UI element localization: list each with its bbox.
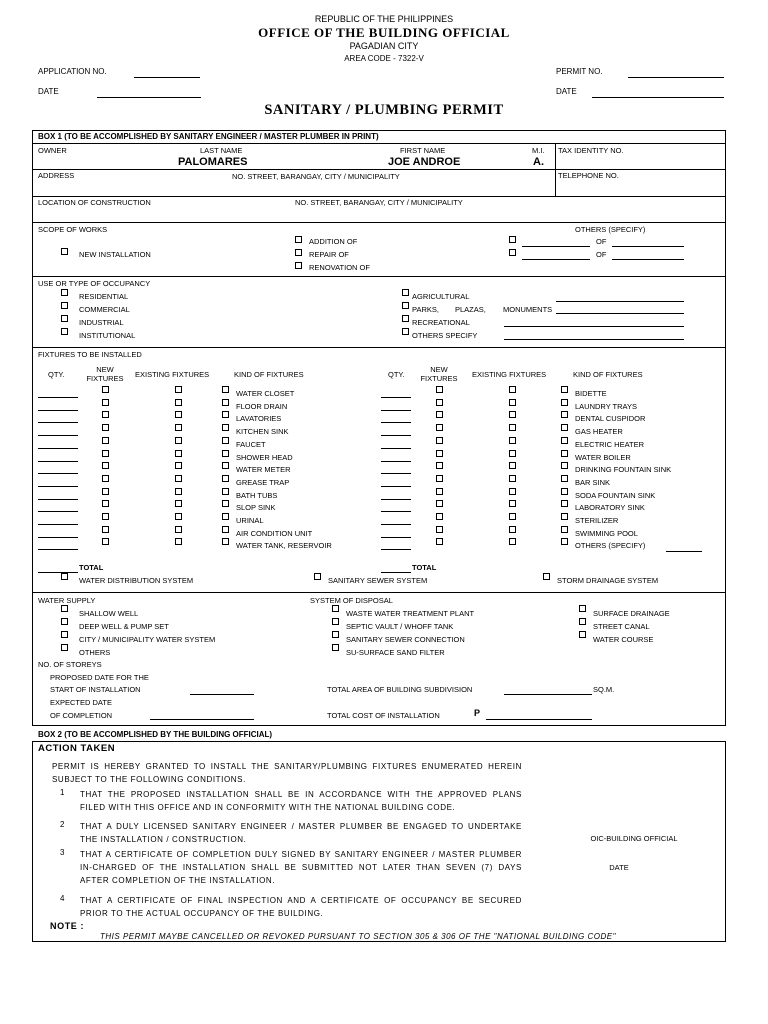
new-fixture-checkbox[interactable] xyxy=(102,462,109,469)
plazas-label: PLAZAS, xyxy=(455,305,486,314)
existing-fixture-checkbox[interactable] xyxy=(509,538,516,545)
condition-1-number: 1 xyxy=(60,788,65,797)
fixture-kind-label: SODA FOUNTAIN SINK xyxy=(575,490,656,500)
mi-value[interactable]: A. xyxy=(533,156,544,168)
fixture-kind-label: WATER BOILER xyxy=(575,452,631,462)
oic-date-label: DATE xyxy=(609,863,629,872)
expected-date-label-2: OF COMPLETION xyxy=(50,711,113,720)
agricultural-checkbox[interactable] xyxy=(402,289,409,296)
fixture-kind-label: BATH TUBS xyxy=(236,490,278,500)
new-installation-label: NEW INSTALLATION xyxy=(79,250,151,259)
scope-other-1-checkbox[interactable] xyxy=(509,236,516,243)
expected-date-field[interactable] xyxy=(150,719,254,720)
fixture-kind-checkbox[interactable] xyxy=(222,386,229,393)
new-fixture-checkbox[interactable] xyxy=(102,538,109,545)
existing-fixture-checkbox[interactable] xyxy=(509,488,516,495)
sewer-connection-checkbox[interactable] xyxy=(332,631,339,638)
qty-field[interactable] xyxy=(381,461,411,462)
addition-checkbox[interactable] xyxy=(295,236,302,243)
permit-no-field[interactable] xyxy=(628,77,724,78)
new-fixture-checkbox[interactable] xyxy=(436,488,443,495)
existing-fixtures-header-left: EXISTING FIXTURES xyxy=(135,370,210,379)
condition-3-text: THAT A CERTIFICATE OF COMPLETION DULY SIGNED BY SANITARY ENGINEER / MASTER PLUMBER IN-CHARGED OF THE INSTALLATION SHALL BE SUBMITTED NOT LATER THAN SEVEN (7) DAYS AFTER COMPLETION OF THE INSTALLATION. xyxy=(80,850,522,885)
new-fixtures-header-right-1: NEW xyxy=(430,365,448,374)
location-label: LOCATION OF CONSTRUCTION xyxy=(38,198,151,207)
agricultural-field[interactable] xyxy=(556,301,684,302)
fixture-kind-label: DENTAL CUSPIDOR xyxy=(575,414,646,424)
septic-checkbox[interactable] xyxy=(332,618,339,625)
water-supply-label: WATER SUPPLY xyxy=(38,596,96,605)
fixture-kind-label: STERILIZER xyxy=(575,516,619,525)
total-right: TOTAL xyxy=(412,563,437,572)
qty-field[interactable] xyxy=(381,499,411,500)
republic-label: REPUBLIC OF THE PHILIPPINES xyxy=(314,14,454,24)
fixture-kind-label: SWIMMING POOL xyxy=(575,528,638,538)
existing-fixture-checkbox[interactable] xyxy=(175,488,182,495)
existing-fixture-checkbox[interactable] xyxy=(175,500,182,507)
date-label: DATE xyxy=(38,87,59,96)
street-canal-label: STREET CANAL xyxy=(593,622,650,631)
surface-drainage-checkbox[interactable] xyxy=(579,605,586,612)
qty-header-left: QTY. xyxy=(48,370,65,379)
existing-fixture-checkbox[interactable] xyxy=(509,462,516,469)
residential-checkbox[interactable] xyxy=(61,289,68,296)
city-label: PAGADIAN CITY xyxy=(349,41,419,51)
existing-fixture-checkbox[interactable] xyxy=(175,513,182,520)
parks-checkbox[interactable] xyxy=(402,302,409,309)
qty-field[interactable] xyxy=(381,473,411,474)
residential-label: RESIDENTIAL xyxy=(79,292,129,301)
recreational-label: RECREATIONAL xyxy=(412,318,470,327)
scope-other-2-of-field[interactable] xyxy=(612,259,684,260)
telephone-label: TELEPHONE NO. xyxy=(558,171,619,180)
fixture-kind-label: LABORATORY SINK xyxy=(575,503,645,513)
parks-label: PARKS, xyxy=(412,305,439,314)
storm-drainage-checkbox[interactable] xyxy=(543,573,550,580)
new-fixture-checkbox[interactable] xyxy=(102,399,109,406)
fixture-kind-checkbox[interactable] xyxy=(222,488,229,495)
commercial-label: COMMERCIAL xyxy=(79,305,130,314)
institutional-label: INSTITUTIONAL xyxy=(79,331,136,340)
new-fixture-checkbox[interactable] xyxy=(102,513,109,520)
existing-fixture-checkbox[interactable] xyxy=(509,411,516,418)
qty-field[interactable] xyxy=(381,511,411,512)
qty-field[interactable] xyxy=(38,422,78,423)
condition-3-number: 3 xyxy=(60,848,65,857)
fixture-kind-label: BIDETTE xyxy=(575,389,607,398)
fixture-kind-checkbox[interactable] xyxy=(561,475,568,482)
of-label-2: OF xyxy=(596,250,607,259)
existing-fixture-checkbox[interactable] xyxy=(175,411,182,418)
fixture-kind-label: URINAL xyxy=(236,516,264,525)
application-no-field[interactable] xyxy=(134,77,200,78)
new-fixture-checkbox[interactable] xyxy=(436,411,443,418)
scope-other-1-of-field[interactable] xyxy=(612,246,684,247)
fixture-kind-label: LAUNDRY TRAYS xyxy=(575,401,637,411)
existing-fixture-checkbox[interactable] xyxy=(175,399,182,406)
qty-field[interactable] xyxy=(38,410,78,411)
qty-field[interactable] xyxy=(38,448,78,449)
water-distribution-label: WATER DISTRIBUTION SYSTEM xyxy=(79,576,194,585)
box2-heading: BOX 2 (TO BE ACCOMPLISHED BY THE BUILDING OFFICIAL) xyxy=(38,730,273,739)
existing-fixture-checkbox[interactable] xyxy=(509,450,516,457)
industrial-checkbox[interactable] xyxy=(61,315,68,322)
fixture-kind-checkbox[interactable] xyxy=(222,513,229,520)
fixture-kind-label: AIR CONDITION UNIT xyxy=(236,528,313,538)
new-fixture-checkbox[interactable] xyxy=(436,526,443,533)
condition-4-text: THAT A CERTIFICATE OF FINAL INSPECTION AND A CERTIFICATE OF OCCUPANCY BE SECURED PRIOR TO THE ACTUAL OCCUPANCY OF THE BUILDING. xyxy=(80,896,522,918)
new-fixtures-header-left-2: FIXTURES xyxy=(86,374,124,383)
fixture-kind-checkbox[interactable] xyxy=(222,526,229,533)
new-fixture-checkbox[interactable] xyxy=(436,450,443,457)
qty-field[interactable] xyxy=(38,473,78,474)
form-title: SANITARY / PLUMBING PERMIT xyxy=(264,102,504,118)
qty-field[interactable] xyxy=(381,448,411,449)
last-name-value[interactable]: PALOMARES xyxy=(178,156,248,168)
recreational-checkbox[interactable] xyxy=(402,315,409,322)
fixture-kind-label: BAR SINK xyxy=(575,477,611,487)
total-right-field[interactable] xyxy=(381,572,411,573)
qty-field[interactable] xyxy=(381,537,411,538)
date-field-right[interactable] xyxy=(592,97,724,98)
qty-field[interactable] xyxy=(381,410,411,411)
application-no-label: APPLICATION NO. xyxy=(38,67,107,76)
new-fixtures-header-left-1: NEW xyxy=(96,365,114,374)
shallow-well-label: SHALLOW WELL xyxy=(79,609,139,618)
new-fixture-checkbox[interactable] xyxy=(102,526,109,533)
fixture-kind-checkbox[interactable] xyxy=(561,462,568,469)
last-name-label: LAST NAME xyxy=(200,146,243,155)
existing-fixture-checkbox[interactable] xyxy=(175,526,182,533)
fixture-kind-label: SLOP SINK xyxy=(236,503,276,513)
existing-fixture-checkbox[interactable] xyxy=(175,462,182,469)
first-name-label: FIRST NAME xyxy=(400,146,446,155)
existing-fixture-checkbox[interactable] xyxy=(509,437,516,444)
new-installation-checkbox[interactable] xyxy=(61,248,68,255)
existing-fixture-checkbox[interactable] xyxy=(175,538,182,545)
qty-field[interactable] xyxy=(381,486,411,487)
office-title: OFFICE OF THE BUILDING OFFICIAL xyxy=(258,25,510,40)
sand-filter-checkbox[interactable] xyxy=(332,644,339,651)
fixture-kind-checkbox[interactable] xyxy=(222,424,229,431)
waste-water-checkbox[interactable] xyxy=(332,605,339,612)
new-fixture-checkbox[interactable] xyxy=(436,399,443,406)
condition-2-number: 2 xyxy=(60,820,65,829)
others-water-checkbox[interactable] xyxy=(61,644,68,651)
qty-field[interactable] xyxy=(38,397,78,398)
proposed-date-field[interactable] xyxy=(190,694,254,695)
fixture-kind-label: WATER METER xyxy=(236,465,291,475)
others-specify-label: OTHERS SPECIFY xyxy=(412,331,478,340)
scope-other-1-field[interactable] xyxy=(522,246,590,247)
fixture-kind-checkbox[interactable] xyxy=(561,424,568,431)
fixture-kind-checkbox[interactable] xyxy=(222,399,229,406)
new-fixtures-header-right-2: FIXTURES xyxy=(420,374,458,383)
scope-other-2-checkbox[interactable] xyxy=(509,249,516,256)
qty-field[interactable] xyxy=(38,435,78,436)
fixture-kind-label: ELECTRIC HEATER xyxy=(575,439,645,449)
others-specify-fixture-field[interactable] xyxy=(666,551,702,552)
fixture-kind-checkbox[interactable] xyxy=(222,500,229,507)
commercial-checkbox[interactable] xyxy=(61,302,68,309)
qty-header-right: QTY. xyxy=(388,370,405,379)
fixture-kind-label: WATER CLOSET xyxy=(236,389,295,398)
condition-2-text: THAT A DULY LICENSED SANITARY ENGINEER / MASTER PLUMBER BE ENGAGED TO UNDERTAKE THE INSTALLATION / CONSTRUCTION. xyxy=(80,822,522,844)
total-left-field[interactable] xyxy=(38,572,78,573)
fixture-kind-checkbox[interactable] xyxy=(561,488,568,495)
proposed-date-label-2: START OF INSTALLATION xyxy=(50,685,141,694)
water-distribution-checkbox[interactable] xyxy=(61,573,68,580)
note-text: THIS PERMIT MAYBE CANCELLED OR REVOKED PURSUANT TO SECTION 305 & 306 OF THE "NATIONAL BUILDING CODE" xyxy=(100,932,616,941)
new-fixture-checkbox[interactable] xyxy=(436,462,443,469)
fixture-kind-label: OTHERS (SPECIFY) xyxy=(575,541,646,551)
shallow-well-checkbox[interactable] xyxy=(61,605,68,612)
city-water-label: CITY / MUNICIPALITY WATER SYSTEM xyxy=(79,635,216,644)
qty-field[interactable] xyxy=(38,537,78,538)
new-fixture-checkbox[interactable] xyxy=(436,424,443,431)
address-label: ADDRESS xyxy=(38,171,75,180)
area-code: AREA CODE - 7322-V xyxy=(344,54,424,63)
qty-field[interactable] xyxy=(381,524,411,525)
others-water-label: OTHERS xyxy=(79,648,111,657)
deep-well-label: DEEP WELL & PUMP SET xyxy=(79,622,169,631)
existing-fixture-checkbox[interactable] xyxy=(175,437,182,444)
fixture-kind-label: FAUCET xyxy=(236,439,266,449)
fixture-kind-label: FLOOR DRAIN xyxy=(236,401,288,411)
storeys-label: NO. OF STOREYS xyxy=(38,660,102,669)
institutional-checkbox[interactable] xyxy=(61,328,68,335)
scope-others-label: OTHERS (SPECIFY) xyxy=(575,225,646,234)
existing-fixture-checkbox[interactable] xyxy=(175,475,182,482)
agricultural-label: AGRICULTURAL xyxy=(412,292,470,301)
qty-field[interactable] xyxy=(38,549,78,550)
new-fixture-checkbox[interactable] xyxy=(102,475,109,482)
sand-filter-label: SU-SURFACE SAND FILTER xyxy=(346,648,445,657)
others-specify-field[interactable] xyxy=(504,339,684,340)
waste-water-label: WASTE WATER TREATMENT PLANT xyxy=(346,609,475,618)
fixture-kind-checkbox[interactable] xyxy=(561,386,568,393)
new-fixture-checkbox[interactable] xyxy=(102,488,109,495)
tin-label: TAX IDENTITY NO. xyxy=(558,146,624,155)
existing-fixture-checkbox[interactable] xyxy=(509,500,516,507)
qty-field[interactable] xyxy=(38,499,78,500)
sanitary-sewer-label: SANITARY SEWER SYSTEM xyxy=(328,576,428,585)
fixture-kind-checkbox[interactable] xyxy=(222,411,229,418)
kind-header-left: KIND OF FIXTURES xyxy=(234,370,304,379)
deep-well-checkbox[interactable] xyxy=(61,618,68,625)
existing-fixture-checkbox[interactable] xyxy=(509,475,516,482)
sqm-label: SQ.M. xyxy=(593,685,615,694)
industrial-label: INDUSTRIAL xyxy=(79,318,124,327)
existing-fixture-checkbox[interactable] xyxy=(175,386,182,393)
fixture-kind-label: GAS HEATER xyxy=(575,427,623,437)
qty-field[interactable] xyxy=(38,511,78,512)
fixture-kind-label: DRINKING FOUNTAIN SINK xyxy=(575,465,672,475)
total-cost-field[interactable] xyxy=(486,719,592,720)
disposal-label: SYSTEM OF DISPOSAL xyxy=(310,596,393,605)
fixture-kind-checkbox[interactable] xyxy=(222,475,229,482)
water-course-label: WATER COURSE xyxy=(593,635,654,644)
occupancy-label: USE OR TYPE OF OCCUPANCY xyxy=(38,279,151,288)
fixture-kind-label: GREASE TRAP xyxy=(236,477,290,487)
fixture-kind-checkbox[interactable] xyxy=(222,450,229,457)
fixture-kind-checkbox[interactable] xyxy=(561,399,568,406)
fixture-kind-checkbox[interactable] xyxy=(561,500,568,507)
new-fixture-checkbox[interactable] xyxy=(436,437,443,444)
of-label-1: OF xyxy=(596,237,607,246)
repair-label: REPAIR OF xyxy=(309,250,349,259)
renovation-checkbox[interactable] xyxy=(295,262,302,269)
existing-fixture-checkbox[interactable] xyxy=(509,513,516,520)
repair-checkbox[interactable] xyxy=(295,249,302,256)
condition-1-text: THAT THE PROPOSED INSTALLATION SHALL BE IN ACCORDANCE WITH THE APPROVED PLANS FILED WITH THIS OFFICE AND IN CONFORMITY WITH THE NATIONAL BUILDING CODE. xyxy=(80,790,522,812)
total-area-field[interactable] xyxy=(504,694,592,695)
qty-field[interactable] xyxy=(38,524,78,525)
existing-fixture-checkbox[interactable] xyxy=(509,526,516,533)
water-course-checkbox[interactable] xyxy=(579,631,586,638)
sanitary-sewer-checkbox[interactable] xyxy=(314,573,321,580)
fixture-kind-label: LAVATORIES xyxy=(236,414,282,424)
others-specify-checkbox[interactable] xyxy=(402,328,409,335)
fixture-kind-checkbox[interactable] xyxy=(561,450,568,457)
fixture-kind-checkbox[interactable] xyxy=(561,526,568,533)
qty-field[interactable] xyxy=(38,461,78,462)
expected-date-label-1: EXPECTED DATE xyxy=(50,698,112,707)
action-taken-label: ACTION TAKEN xyxy=(38,743,116,754)
fixture-kind-checkbox[interactable] xyxy=(561,437,568,444)
street-canal-checkbox[interactable] xyxy=(579,618,586,625)
location-hint: NO. STREET, BARANGAY, CITY / MUNICIPALITY xyxy=(295,198,463,207)
qty-field[interactable] xyxy=(381,435,411,436)
addition-label: ADDITION OF xyxy=(309,237,358,246)
existing-fixture-checkbox[interactable] xyxy=(175,450,182,457)
total-left: TOTAL xyxy=(79,563,104,572)
fixture-kind-checkbox[interactable] xyxy=(561,513,568,520)
permit-no-label: PERMIT NO. xyxy=(556,67,603,76)
new-fixture-checkbox[interactable] xyxy=(102,424,109,431)
new-fixture-checkbox[interactable] xyxy=(102,386,109,393)
existing-fixture-checkbox[interactable] xyxy=(509,424,516,431)
kind-header-right: KIND OF FIXTURES xyxy=(573,370,643,379)
fixture-kind-checkbox[interactable] xyxy=(561,538,568,545)
new-fixture-checkbox[interactable] xyxy=(102,450,109,457)
fixtures-label: FIXTURES TO BE INSTALLED xyxy=(38,350,142,359)
date-field[interactable] xyxy=(97,97,201,98)
scope-other-2-field[interactable] xyxy=(522,259,590,260)
new-fixture-checkbox[interactable] xyxy=(102,500,109,507)
qty-field[interactable] xyxy=(38,486,78,487)
address-hint: NO. STREET, BARANGAY, CITY / MUNICIPALITY xyxy=(232,172,400,181)
qty-field[interactable] xyxy=(381,422,411,423)
existing-fixture-checkbox[interactable] xyxy=(509,386,516,393)
septic-label: SEPTIC VAULT / WHOFF TANK xyxy=(346,622,454,631)
qty-field[interactable] xyxy=(381,397,411,398)
recreational-field[interactable] xyxy=(504,326,684,327)
new-fixture-checkbox[interactable] xyxy=(102,411,109,418)
storm-drainage-label: STORM DRAINAGE SYSTEM xyxy=(557,576,659,585)
new-fixture-checkbox[interactable] xyxy=(436,513,443,520)
fixture-kind-checkbox[interactable] xyxy=(222,538,229,545)
mi-label: M.I. xyxy=(532,146,545,155)
renovation-label: RENOVATION OF xyxy=(309,263,370,272)
date-label-right: DATE xyxy=(556,87,577,96)
box1-heading: BOX 1 (TO BE ACCOMPLISHED BY SANITARY ENGINEER / MASTER PLUMBER IN PRINT) xyxy=(38,132,379,141)
fixture-kind-checkbox[interactable] xyxy=(222,462,229,469)
note-label: NOTE : xyxy=(50,921,85,931)
proposed-date-label-1: PROPOSED DATE FOR THE xyxy=(50,673,149,682)
existing-fixture-checkbox[interactable] xyxy=(509,399,516,406)
scope-label: SCOPE OF WORKS xyxy=(38,225,108,234)
fixture-kind-checkbox[interactable] xyxy=(222,437,229,444)
condition-4-number: 4 xyxy=(60,894,65,903)
peso-label: P xyxy=(474,708,481,718)
qty-field[interactable] xyxy=(381,549,411,550)
new-fixture-checkbox[interactable] xyxy=(102,437,109,444)
fixture-kind-label: SHOWER HEAD xyxy=(236,452,293,462)
total-cost-label: TOTAL COST OF INSTALLATION xyxy=(327,711,440,720)
owner-label: OWNER xyxy=(38,146,67,155)
fixture-kind-label: WATER TANK, RESERVOIR xyxy=(236,541,332,551)
first-name-value[interactable]: JOE ANDROE xyxy=(388,156,461,168)
city-water-checkbox[interactable] xyxy=(61,631,68,638)
parks-field[interactable] xyxy=(556,313,684,314)
fixture-kind-label: KITCHEN SINK xyxy=(236,427,289,437)
new-fixture-checkbox[interactable] xyxy=(436,538,443,545)
total-area-label: TOTAL AREA OF BUILDING SUBDIVISION xyxy=(327,685,473,694)
surface-drainage-label: SURFACE DRAINAGE xyxy=(593,609,670,618)
oic-label: OIC-BUILDING OFFICIAL xyxy=(590,834,678,843)
monuments-label: MONUMENTS xyxy=(503,305,553,314)
existing-fixtures-header-right: EXISTING FIXTURES xyxy=(472,370,547,379)
existing-fixture-checkbox[interactable] xyxy=(175,424,182,431)
permit-intro: PERMIT IS HEREBY GRANTED TO INSTALL THE SANITARY/PLUMBING FIXTURES ENUMERATED HEREIN SUBJECT TO THE FOLLOWING CONDITIONS. xyxy=(52,762,522,784)
new-fixture-checkbox[interactable] xyxy=(436,500,443,507)
fixture-kind-checkbox[interactable] xyxy=(561,411,568,418)
new-fixture-checkbox[interactable] xyxy=(436,475,443,482)
new-fixture-checkbox[interactable] xyxy=(436,386,443,393)
sewer-connection-label: SANITARY SEWER CONNECTION xyxy=(346,635,465,644)
